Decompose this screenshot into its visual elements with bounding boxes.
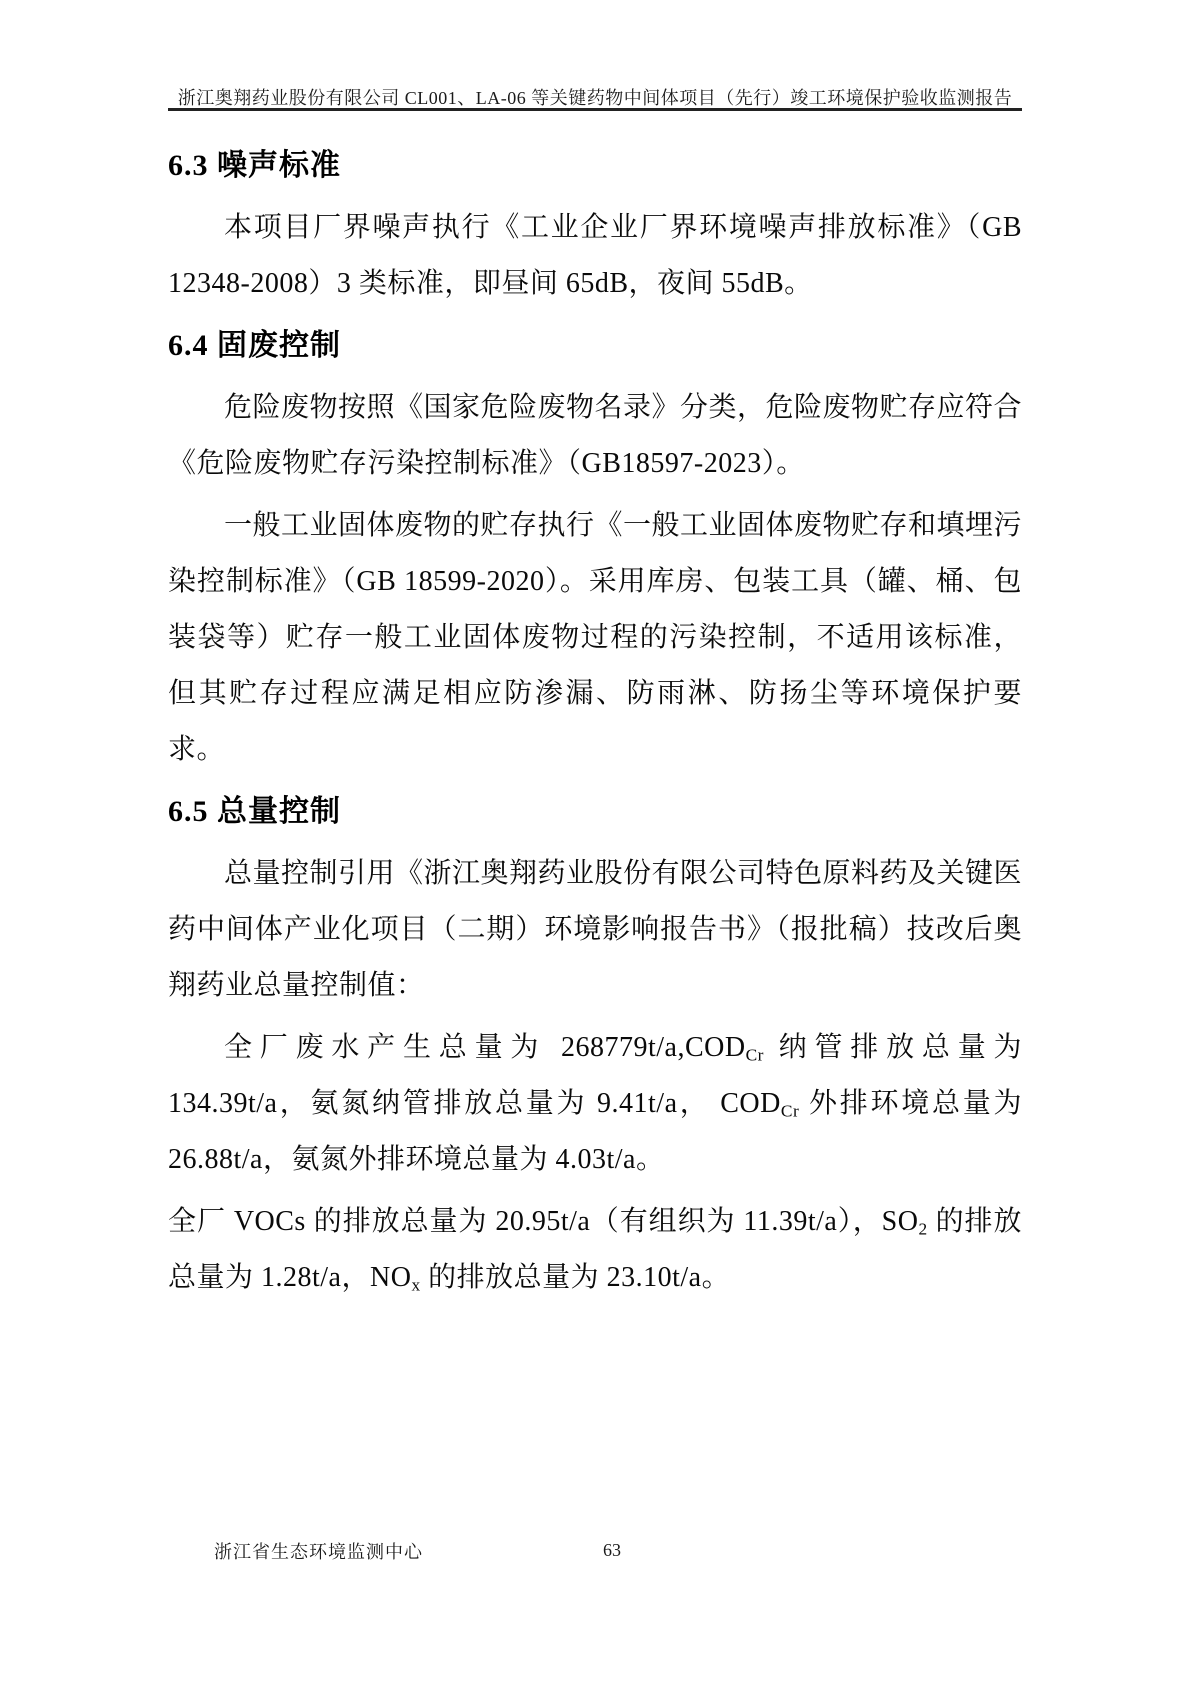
text-run: 一般工业固体废物的贮存执行《一般工业固体废物贮存和填埋污染控制标准》（GB 18599-2020）。采用库房、包装工具（罐、桶、包装袋等）贮存一般工业固体废物过程的污染控制，不适用该标准，但其贮存过程应满足相应防渗漏、防雨淋、防扬尘等环境保护要求。 xyxy=(168,510,1023,765)
body-paragraph xyxy=(168,1020,1022,1188)
text-run: 的排放总量为 23.10t/a。 xyxy=(420,1262,731,1293)
subscript-text: Cr xyxy=(780,1101,800,1121)
subscript-text: 2 xyxy=(918,1219,928,1239)
footer-page-number: 63 xyxy=(603,1540,621,1560)
text-run: 危险废物按照《国家危险废物名录》分类，危险废物贮存应符合《危险废物贮存污染控制标准》（GB18597-2023）。 xyxy=(168,392,1023,479)
text-run: 总量控制引用《浙江奥翔药业股份有限公司特色原料药及关键医药中间体产业化项目（二期）环境影响报告书》（报批稿）技改后奥翔药业总量控制值： xyxy=(168,858,1023,1001)
running-header-title: 浙江奥翔药业股份有限公司 CL001、LA-06 等关键药物中间体项目（先行）竣工环境保护验收监测报告 xyxy=(177,88,1013,108)
text-run: 全厂废水产生总量为 268779t/a,COD xyxy=(224,1032,746,1063)
body-paragraph xyxy=(168,846,1022,1014)
section-heading: 6.4 固废控制 xyxy=(168,329,341,362)
text-run: 的排放总量为 1.28t/a，NO xyxy=(168,1206,1022,1293)
body-paragraph xyxy=(168,380,1022,492)
text-run: 全厂 VOCs 的排放总量为 20.95t/a（有组织为 11.39t/a），SO xyxy=(168,1206,919,1237)
body-paragraph xyxy=(168,498,1022,778)
footer-organization: 浙江省生态环境监测中心 xyxy=(214,1542,423,1562)
document-body xyxy=(168,132,1022,1306)
subscript-text: Cr xyxy=(745,1045,764,1065)
text-run: 本项目厂界噪声执行《工业企业厂界环境噪声排放标准》（GB 12348-2008）3 类标准，即昼间 65dB，夜间 55dB。 xyxy=(168,212,1022,299)
header-rule xyxy=(168,108,1022,111)
section-heading: 6.3 噪声标准 xyxy=(168,149,341,182)
body-paragraph xyxy=(168,200,1022,312)
text-run: 外排环境总量为 26.88t/a，氨氮外排环境总量为 4.03t/a。 xyxy=(168,1088,1022,1175)
body-paragraph xyxy=(168,1194,1022,1306)
subscript-text: x xyxy=(411,1275,421,1295)
text-run: 纳管排放总量为 134.39t/a，氨氮纳管排放总量为 9.41t/a， COD xyxy=(168,1032,1022,1119)
section-heading: 6.5 总量控制 xyxy=(168,795,341,828)
